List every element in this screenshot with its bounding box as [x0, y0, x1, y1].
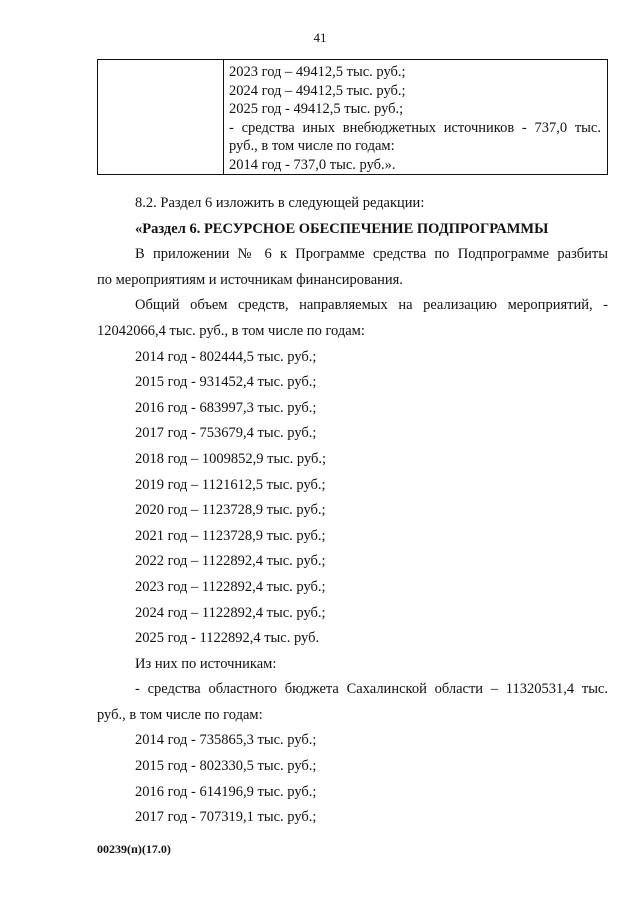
- table-left-cell: [98, 60, 224, 174]
- year-amount-line: 2019 год – 1121612,5 тыс. руб.;: [135, 476, 326, 493]
- year-amount-line: 2017 год - 753679,4 тыс. руб.;: [135, 425, 317, 442]
- year-amount-line: 2016 год - 614196,9 тыс. руб.;: [135, 783, 317, 800]
- year-amount-line: 2023 год – 1122892,4 тыс. руб.;: [135, 578, 326, 595]
- year-amount-line: 2016 год - 683997,3 тыс. руб.;: [135, 399, 317, 416]
- table-line: руб., в том числе по годам:: [229, 138, 395, 154]
- paragraph-line: В приложении № 6 к Программе средства по Подпрограмме разбиты: [135, 246, 608, 263]
- year-amount-line: 2025 год - 1122892,4 тыс. руб.: [135, 630, 320, 647]
- year-amount-line: 2015 год - 931452,4 тыс. руб.;: [135, 374, 317, 391]
- year-amount-line: 2018 год – 1009852,9 тыс. руб.;: [135, 450, 327, 467]
- paragraph-line: руб., в том числе по годам:: [97, 706, 263, 723]
- document-code: 00239(п)(17.0): [97, 842, 171, 856]
- funding-table-fragment: [97, 59, 608, 175]
- page-number: 41: [313, 30, 327, 45]
- year-amount-line: 2024 год – 1122892,4 тыс. руб.;: [135, 604, 326, 621]
- paragraph-line: Общий объем средств, направляемых на реализацию мероприятий, -: [135, 297, 608, 314]
- table-line: 2014 год - 737,0 тыс. руб.».: [229, 156, 396, 173]
- table-line: 2025 год - 49412,5 тыс. руб.;: [229, 101, 404, 117]
- paragraph-line: 12042066,4 тыс. руб., в том числе по годам:: [97, 322, 365, 339]
- table-right-cell: [224, 60, 607, 174]
- section-heading: «Раздел 6. РЕСУРСНОЕ ОБЕСПЕЧЕНИЕ ПОДПРОГРАММЫ: [135, 220, 549, 237]
- table-line: 2023 год – 49412,5 тыс. руб.;: [229, 64, 406, 80]
- paragraph-line: по мероприятиям и источникам финансирования.: [97, 271, 403, 288]
- year-amount-line: 2014 год - 735865,3 тыс. руб.;: [135, 732, 317, 749]
- year-amount-line: 2021 год – 1123728,9 тыс. руб.;: [135, 527, 326, 544]
- year-amount-line: 2015 год - 802330,5 тыс. руб.;: [135, 758, 317, 775]
- year-amount-line: 2017 год - 707319,1 тыс. руб.;: [135, 809, 317, 826]
- table-line: 2024 год – 49412,5 тыс. руб.;: [229, 82, 406, 99]
- document-body: [97, 191, 608, 831]
- year-amount-line: 2014 год - 802444,5 тыс. руб.;: [135, 348, 317, 365]
- sources-intro: Из них по источникам:: [135, 655, 277, 672]
- table-line: - средства иных внебюджетных источников - 737,0 тыс.: [229, 119, 601, 136]
- paragraph-line: - средства областного бюджета Сахалинской области – 11320531,4 тыс.: [135, 681, 608, 698]
- year-amount-line: 2020 год – 1123728,9 тыс. руб.;: [135, 502, 326, 519]
- section-intro: 8.2. Раздел 6 изложить в следующей редакции:: [135, 195, 425, 211]
- year-amount-line: 2022 год – 1122892,4 тыс. руб.;: [135, 553, 326, 570]
